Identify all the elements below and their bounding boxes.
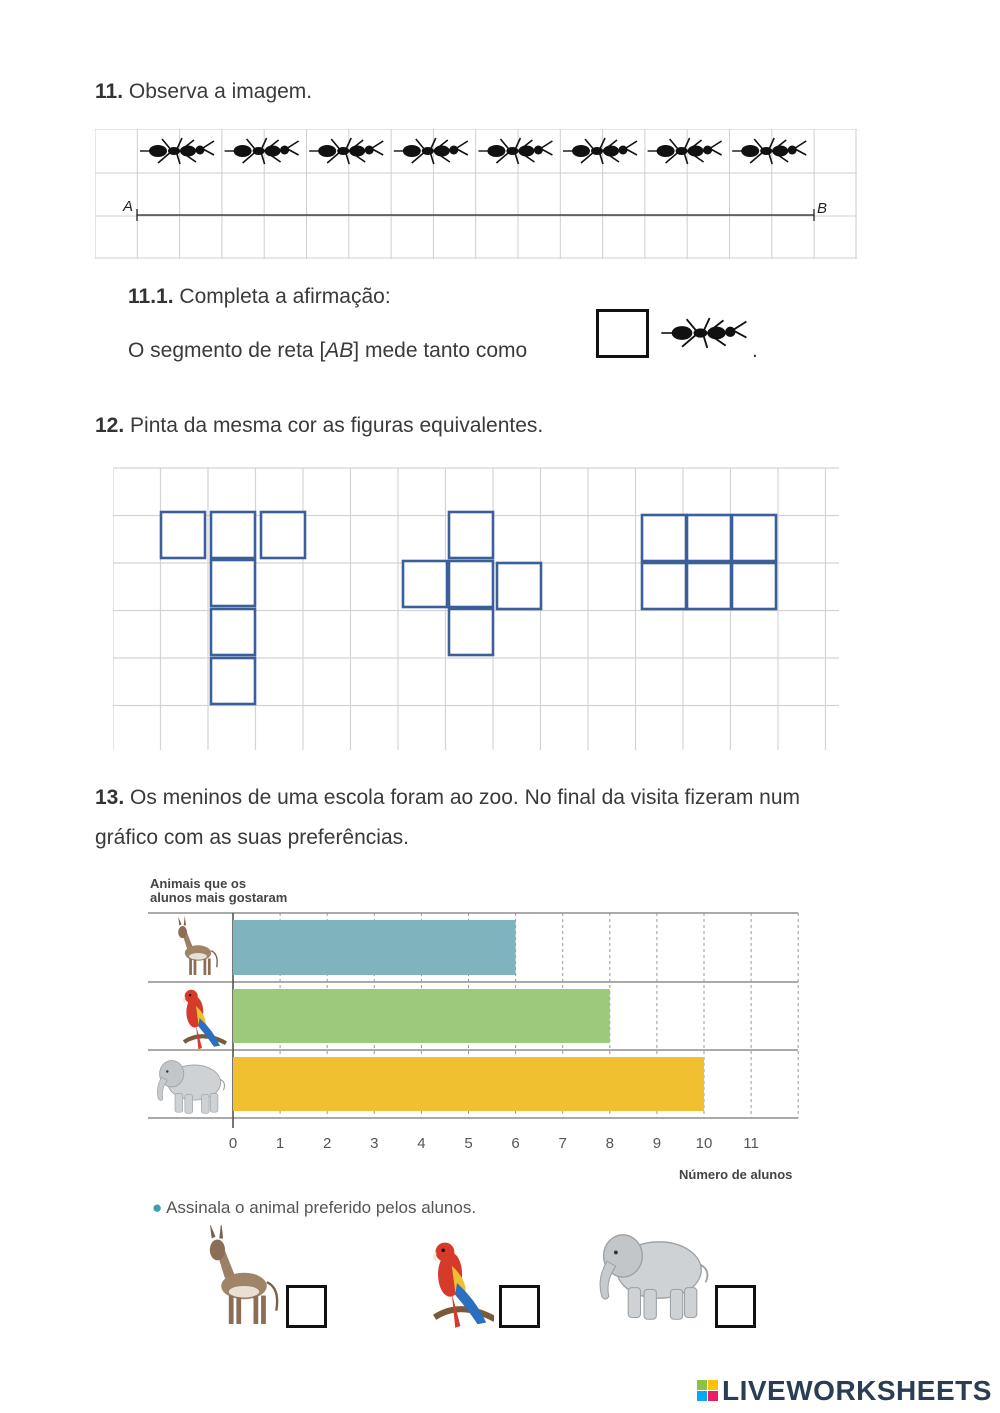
x-axis-label: Número de alunos (679, 1167, 793, 1182)
ant-icon (661, 318, 746, 348)
q13-text-line1: Os meninos de uma escola foram ao zoo. No final da visita fizeram num (130, 786, 801, 809)
t-shape-square[interactable] (261, 512, 305, 558)
rectangle-shape-square[interactable] (687, 515, 731, 561)
x-tick-label: 0 (228, 1135, 238, 1152)
q13-number: 13. (95, 786, 125, 809)
rectangle-shape-square[interactable] (732, 515, 776, 561)
ant-icon (563, 138, 637, 164)
q12-text: Pinta da mesma cor as figuras equivalentes. (130, 414, 544, 437)
statement-start: O segmento de reta [ (128, 339, 326, 362)
rectangle-shape-square[interactable] (642, 563, 686, 609)
ant-icon (394, 138, 468, 164)
x-tick-label: 11 (743, 1135, 759, 1152)
x-tick-label: 3 (370, 1135, 379, 1152)
ant-icon (140, 138, 214, 164)
q12-heading (95, 414, 543, 438)
elephant-icon (593, 1222, 717, 1334)
statement-period: . (752, 339, 758, 362)
q11-1-statement (128, 339, 527, 363)
ant-icon (648, 138, 722, 164)
ant-icon (309, 138, 383, 164)
chart-parrot-icon (183, 990, 226, 1049)
q13-heading (95, 786, 800, 810)
bar-burro (233, 920, 516, 975)
elephant-drawing (600, 1235, 707, 1319)
t-shape-square[interactable] (211, 560, 255, 606)
rectangle-shape-square[interactable] (642, 515, 686, 561)
q13-instruction-text: Assinala o animal preferido pelos alunos. (166, 1198, 477, 1217)
x-tick-label: 2 (323, 1135, 332, 1152)
x-tick-label: 7 (558, 1135, 567, 1152)
q11-heading (95, 80, 312, 104)
elephant-checkbox[interactable] (715, 1285, 756, 1328)
donkey-icon (200, 1225, 280, 1333)
x-tick-label: 6 (511, 1135, 520, 1152)
parrot-checkbox[interactable] (499, 1285, 540, 1328)
logo-text: LIVEWORKSHEETS (722, 1375, 992, 1406)
rectangle-shape-square[interactable] (687, 563, 731, 609)
q11-text: Observa a imagem. (128, 80, 313, 103)
t-shape-square[interactable] (211, 658, 255, 704)
t-shape-square[interactable] (211, 512, 255, 558)
q11-number: 11. (95, 80, 124, 103)
q11-1-heading (128, 285, 391, 309)
q12-number: 12. (95, 414, 125, 437)
cross-shape-square[interactable] (449, 609, 493, 655)
x-tick-label: 10 (695, 1135, 713, 1152)
point-a-label: A (123, 198, 134, 215)
q13-text-line2: gráfico com as suas preferências. (95, 826, 409, 849)
x-tick-label: 1 (275, 1135, 285, 1152)
x-tick-labels (0, 1135, 1000, 1155)
x-tick-label: 4 (417, 1135, 426, 1152)
rectangle-shape-square[interactable] (732, 563, 776, 609)
cross-shape-square[interactable] (497, 563, 541, 609)
statement-ab: AB (325, 339, 354, 362)
chart-title-line2: alunos mais gostaram (150, 890, 288, 905)
point-b-label: B (817, 200, 828, 217)
q11-1-text: Completa a afirmação: (179, 285, 391, 308)
t-shape-square[interactable] (161, 512, 205, 558)
cross-shape-square[interactable] (449, 512, 493, 558)
statement-end: ] mede tanto como (353, 339, 528, 362)
ant-icon (478, 138, 552, 164)
cross-shape-square[interactable] (449, 561, 493, 607)
q13-instruction (152, 1198, 476, 1218)
ant-icon (225, 138, 299, 164)
donkey-drawing (210, 1225, 277, 1324)
logo-badge-icon (697, 1380, 719, 1402)
bar-elefante (233, 1057, 704, 1111)
q11-1-number: 11.1. (128, 285, 174, 308)
ant-count-answer-box[interactable] (596, 309, 649, 358)
donkey-checkbox[interactable] (286, 1285, 327, 1328)
chart-donkey-icon (178, 916, 217, 975)
ant-icon (732, 138, 806, 164)
ant-grid (95, 129, 857, 259)
chart-title (150, 877, 287, 905)
bar-papagaio (233, 989, 610, 1043)
ant-icon (655, 311, 755, 357)
x-tick-label: 8 (605, 1135, 614, 1152)
x-tick-label: 5 (464, 1135, 473, 1152)
bar-chart (148, 910, 804, 1130)
t-shape-square[interactable] (211, 609, 255, 655)
bullet-icon: ● (152, 1198, 163, 1217)
parrot-icon (422, 1240, 494, 1334)
shapes-grid (113, 466, 839, 752)
chart-title-line1: Animais que os (150, 876, 247, 891)
parrot-drawing (433, 1243, 494, 1328)
chart-elephant-icon (157, 1061, 224, 1114)
x-tick-label: 9 (652, 1135, 662, 1152)
cross-shape-square[interactable] (403, 561, 447, 607)
